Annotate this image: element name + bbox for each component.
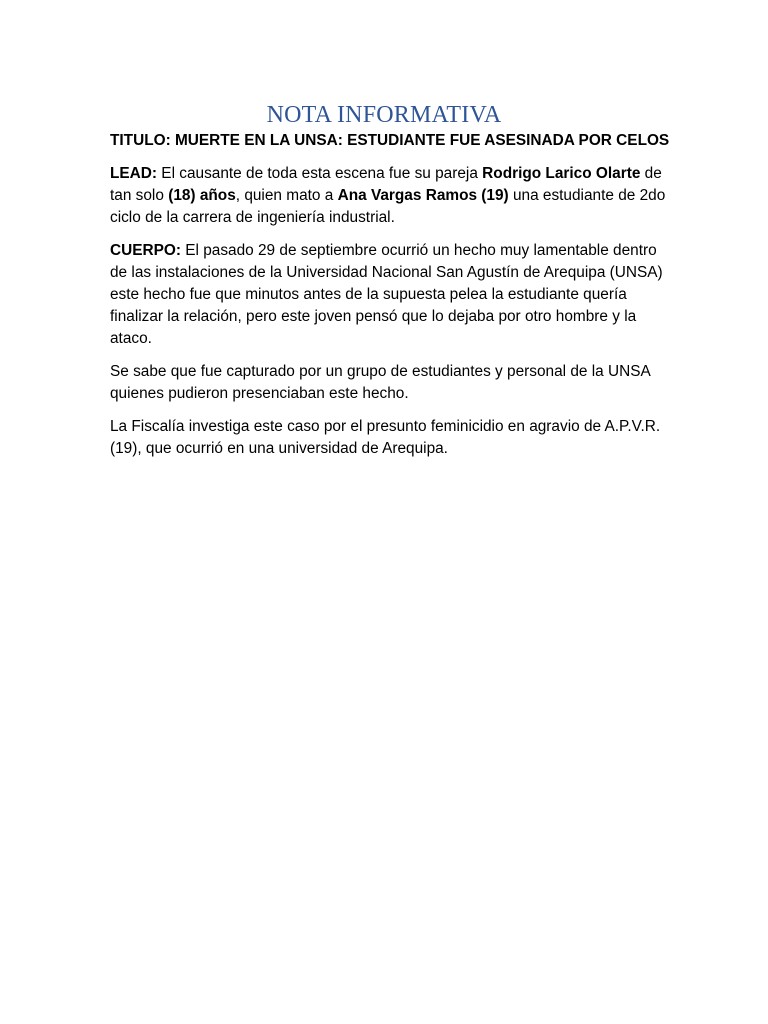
fiscalia-paragraph: La Fiscalía investiga este caso por el presunto feminicidio en agravio de A.P.V.R. (19), que ocurrió en una universidad de Arequipa.	[110, 417, 661, 457]
cuerpo-text: El pasado 29 de septiembre ocurrió un hecho muy lamentable dentro de las instalaciones de la Universidad Nacional San Agustín de Arequipa (UNSA) este hecho fue que minutos antes de la supuesta pelea la estudiante quería finalizar la relación, pero este joven pensó que lo dejaba por otro hombre y la ataco.	[110, 241, 663, 348]
cuerpo-label: CUERPO:	[110, 241, 181, 259]
lead-label: LEAD:	[110, 164, 158, 182]
document-body	[110, 130, 670, 471]
lead-text-1: El causante de toda esta escena fue su pareja	[157, 164, 483, 182]
lead-name-perpetrator: Rodrigo Larico Olarte	[482, 164, 641, 182]
cuerpo-paragraph	[110, 240, 670, 351]
lead-text-3: , quien mato a	[235, 186, 338, 204]
lead-paragraph	[110, 163, 670, 230]
document-heading: NOTA INFORMATIVA	[266, 102, 502, 128]
lead-text-2: de tan solo	[110, 164, 662, 204]
lead-age: (18) años	[168, 186, 236, 204]
lead-text-4: una estudiante de 2do ciclo de la carrera de ingeniería industrial.	[110, 186, 666, 226]
capture-paragraph: Se sabe que fue capturado por un grupo de estudiantes y personal de la UNSA quienes pudieron presenciaban este hecho.	[110, 363, 650, 403]
lead-name-victim: Ana Vargas Ramos (19)	[337, 186, 509, 204]
news-title: TITULO: MUERTE EN LA UNSA: ESTUDIANTE FUE ASESINADA POR CELOS	[110, 132, 670, 149]
